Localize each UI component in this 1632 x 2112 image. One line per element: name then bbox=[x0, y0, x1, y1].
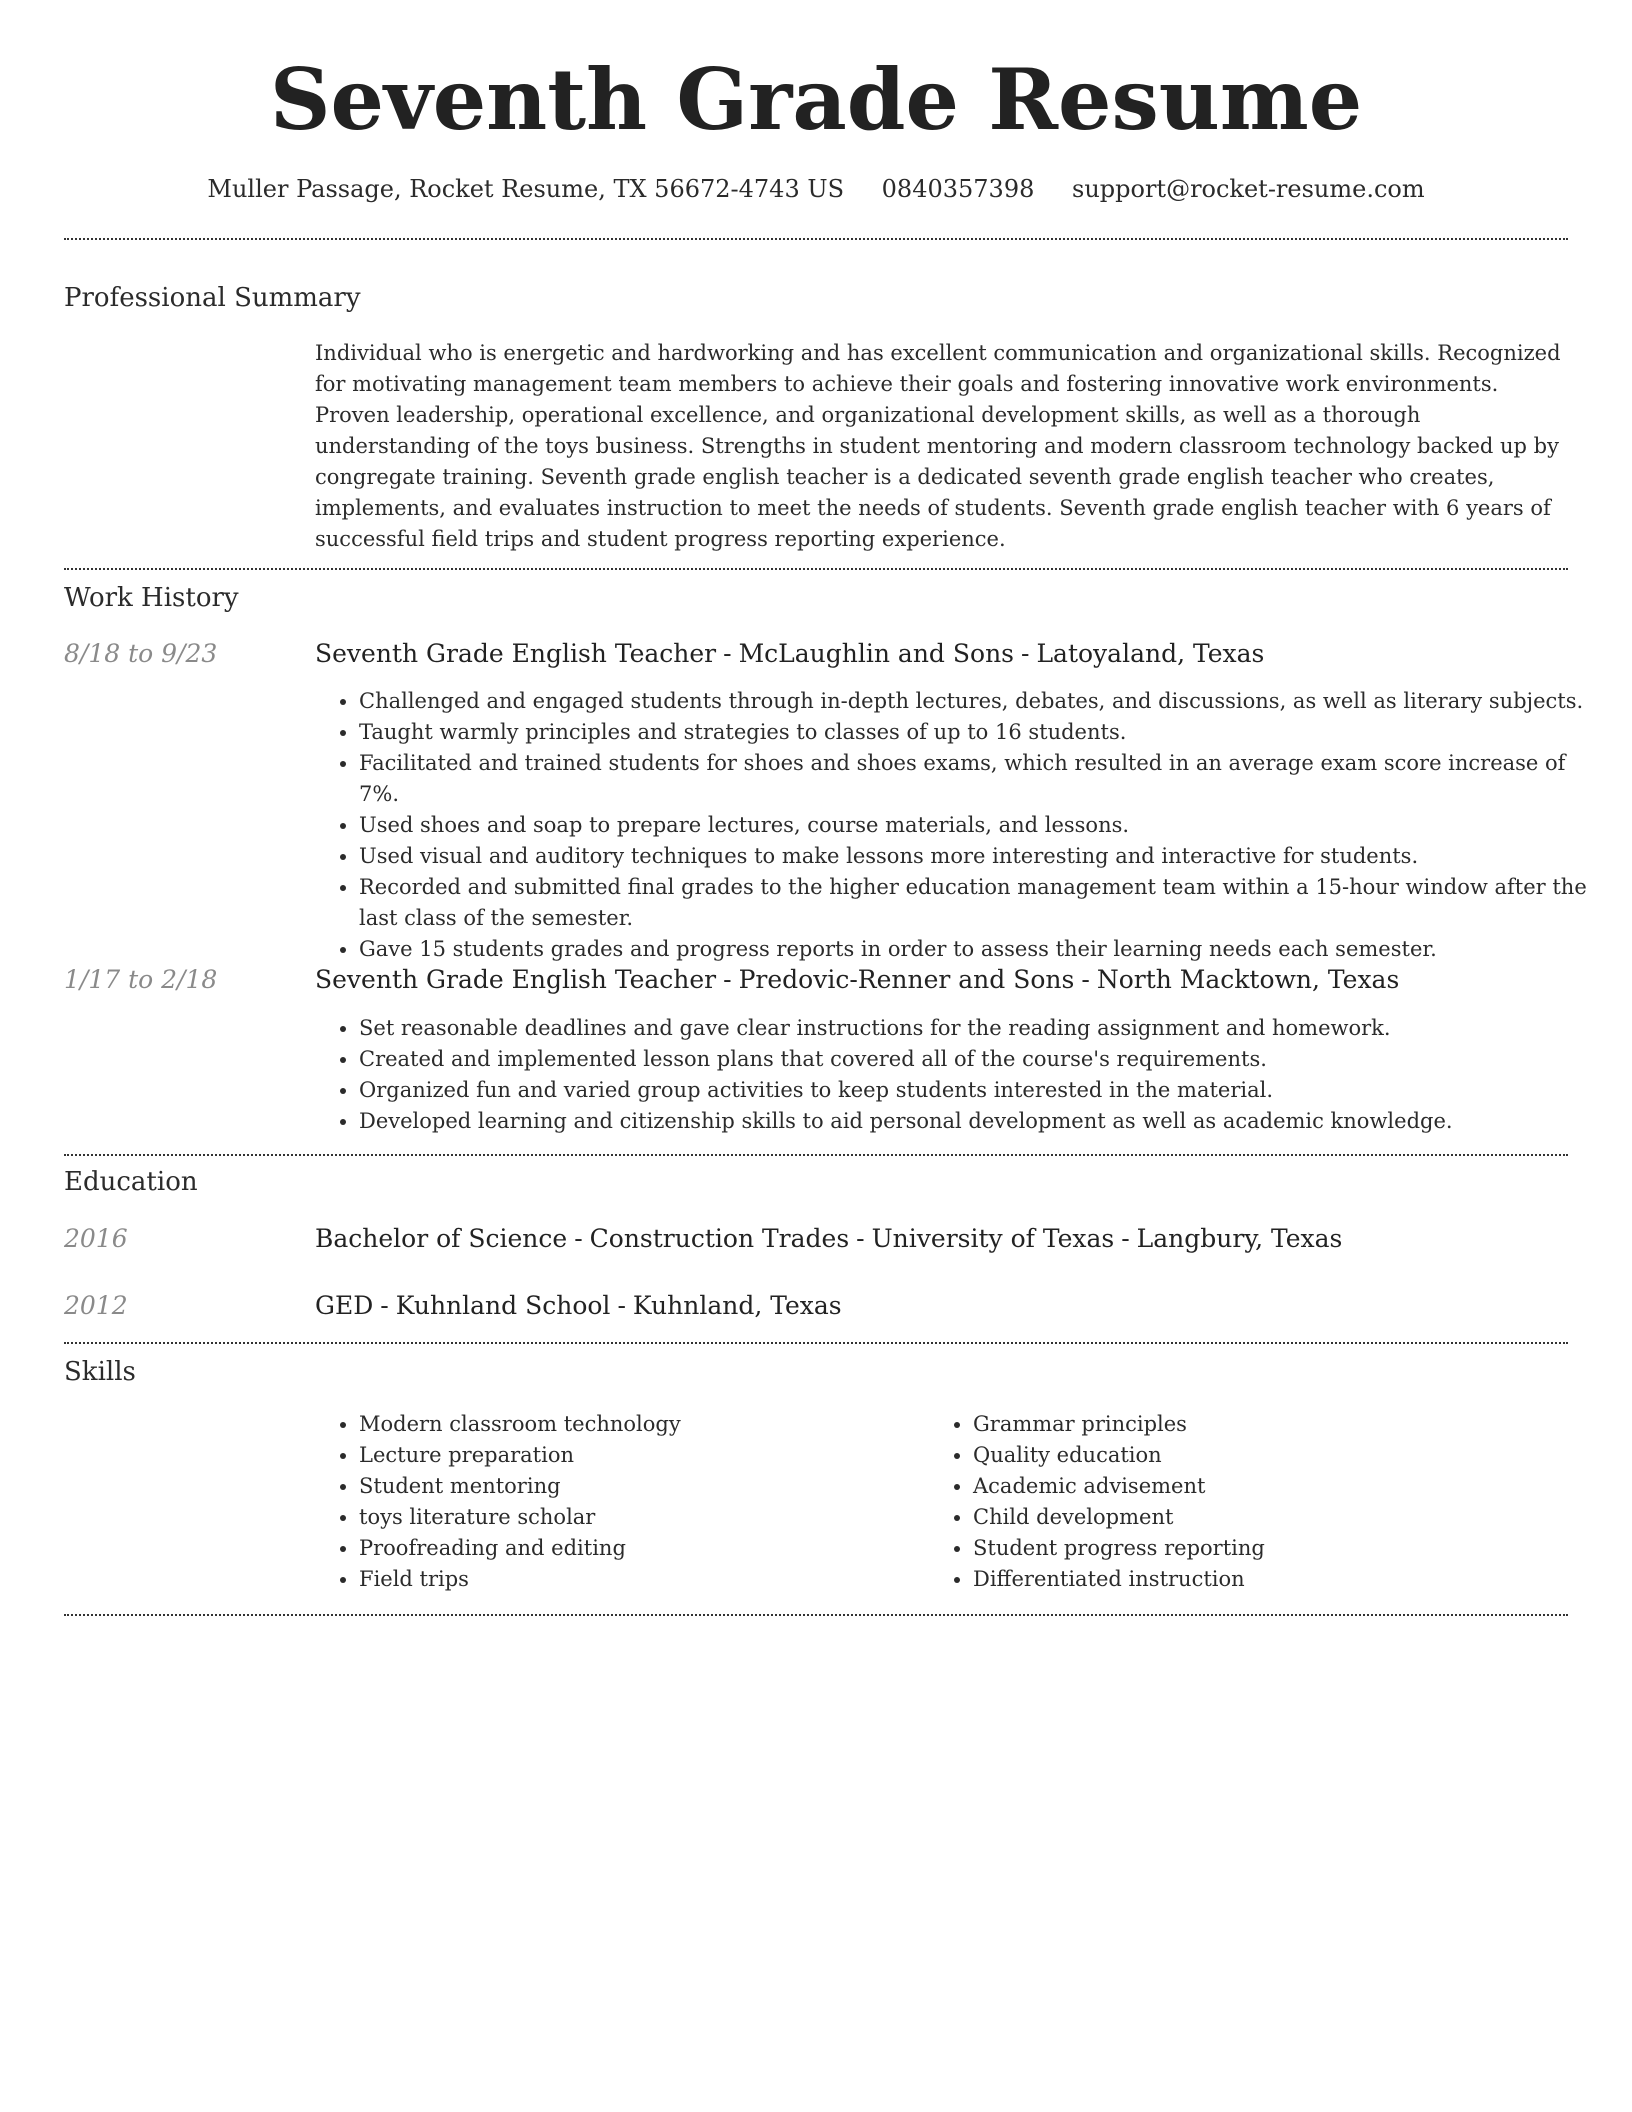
list-item: • Used visual and auditory techniques to make lessons more interesting and interactive for students. bbox=[359, 841, 1611, 872]
section-heading-education: Education bbox=[64, 1167, 198, 1197]
school-location: Langbury, Texas bbox=[1136, 1224, 1343, 1253]
divider bbox=[64, 1342, 1568, 1344]
list-item: • Student progress reporting bbox=[973, 1533, 1553, 1564]
list-item: • Grammar principles bbox=[973, 1409, 1553, 1440]
education-heading bbox=[315, 1223, 1342, 1255]
job-company: Predovic-Renner and Sons bbox=[738, 965, 1075, 994]
list-item: • Quality education bbox=[973, 1440, 1553, 1471]
job-location: North Macktown, Texas bbox=[1096, 965, 1400, 994]
list-item: • Proofreading and editing bbox=[359, 1533, 939, 1564]
job-bullets bbox=[315, 686, 1611, 965]
phone: 0840357398 bbox=[881, 175, 1035, 203]
skills-list-left bbox=[315, 1409, 939, 1595]
section-heading-skills: Skills bbox=[64, 1357, 136, 1387]
job-dates: 1/17 to 2/18 bbox=[64, 965, 218, 994]
field: Construction Trades bbox=[589, 1224, 850, 1253]
summary-text: Individual who is energetic and hardworking and has excellent communication and organizational skills. Recognized for motivating management team members to achieve their goals and fostering innovative work environments. Proven leadership, operational excellence, and organizational development skills, as well as a thorough understanding of the toys business. Strengths in student mentoring and modern classroom technology backed up by congregate training. Seventh grade english teacher is a dedicated seventh grade english teacher who creates, implements, and evaluates instruction to meet the needs of students. Seventh grade english teacher with 6 years of successful field trips and student progress reporting experience. bbox=[315, 341, 1561, 551]
separator: - bbox=[723, 639, 732, 668]
job-title: Seventh Grade English Teacher bbox=[315, 965, 717, 994]
list-item: • Facilitated and trained students for shoes and shoes exams, which resulted in an average exam score increase of 7%. bbox=[359, 748, 1611, 810]
divider bbox=[64, 568, 1568, 570]
resume-title: Seventh Grade Resume bbox=[269, 50, 1363, 149]
list-item: • toys literature scholar bbox=[359, 1502, 939, 1533]
school: University of Texas bbox=[871, 1224, 1115, 1253]
separator: - bbox=[617, 1291, 626, 1320]
list-item: • Challenged and engaged students through in-depth lectures, debates, and discussions, as well as literary subjects. bbox=[359, 686, 1611, 717]
skills-list-right bbox=[929, 1409, 1553, 1595]
separator: - bbox=[723, 965, 732, 994]
section-heading-summary: Professional Summary bbox=[64, 283, 361, 313]
list-item: • Modern classroom technology bbox=[359, 1409, 939, 1440]
list-item: • Gave 15 students grades and progress reports in order to assess their learning needs each semester. bbox=[359, 934, 1611, 965]
job-heading bbox=[315, 638, 1264, 670]
list-item: • Used shoes and soap to prepare lectures, course materials, and lessons. bbox=[359, 810, 1611, 841]
list-item: • Child development bbox=[973, 1502, 1553, 1533]
school-location: Kuhnland, Texas bbox=[632, 1291, 842, 1320]
job-heading bbox=[315, 964, 1399, 996]
section-heading-work: Work History bbox=[64, 583, 239, 613]
job-dates: 8/18 to 9/23 bbox=[64, 639, 218, 668]
list-item: • Academic advisement bbox=[973, 1471, 1553, 1502]
list-item: • Developed learning and citizenship skills to aid personal development as well as academic knowledge. bbox=[359, 1106, 1611, 1137]
education-year: 2012 bbox=[64, 1291, 128, 1320]
separator: - bbox=[1021, 639, 1030, 668]
list-item: • Student mentoring bbox=[359, 1471, 939, 1502]
email: support@rocket-resume.com bbox=[1072, 175, 1425, 203]
job-bullets bbox=[315, 1013, 1611, 1137]
address: Muller Passage, Rocket Resume, TX 56672-4743 US bbox=[207, 175, 845, 203]
separator: - bbox=[574, 1224, 583, 1253]
contact-line bbox=[0, 172, 1632, 206]
degree: GED bbox=[315, 1291, 374, 1320]
list-item: • Organized fun and varied group activities to keep students interested in the material. bbox=[359, 1075, 1611, 1106]
list-item: • Set reasonable deadlines and gave clear instructions for the reading assignment and homework. bbox=[359, 1013, 1611, 1044]
job-location: Latoyaland, Texas bbox=[1036, 639, 1265, 668]
divider bbox=[64, 1154, 1568, 1156]
education-heading bbox=[315, 1290, 842, 1322]
separator: - bbox=[856, 1224, 865, 1253]
list-item: • Recorded and submitted final grades to the higher education management team within a 15-hour window after the last class of the semester. bbox=[359, 872, 1611, 934]
separator: - bbox=[1081, 965, 1090, 994]
education-year: 2016 bbox=[64, 1224, 128, 1253]
list-item: • Field trips bbox=[359, 1564, 939, 1595]
degree: Bachelor of Science bbox=[315, 1224, 568, 1253]
divider bbox=[64, 238, 1568, 240]
job-title: Seventh Grade English Teacher bbox=[315, 639, 717, 668]
separator: - bbox=[380, 1291, 389, 1320]
list-item: • Differentiated instruction bbox=[973, 1564, 1553, 1595]
list-item: • Lecture preparation bbox=[359, 1440, 939, 1471]
list-item: • Created and implemented lesson plans that covered all of the course's requirements. bbox=[359, 1044, 1611, 1075]
divider bbox=[64, 1614, 1568, 1616]
resume-header bbox=[0, 50, 1632, 206]
list-item: • Taught warmly principles and strategies to classes of up to 16 students. bbox=[359, 717, 1611, 748]
separator: - bbox=[1121, 1224, 1130, 1253]
job-company: McLaughlin and Sons bbox=[738, 639, 1014, 668]
school: Kuhnland School bbox=[395, 1291, 611, 1320]
